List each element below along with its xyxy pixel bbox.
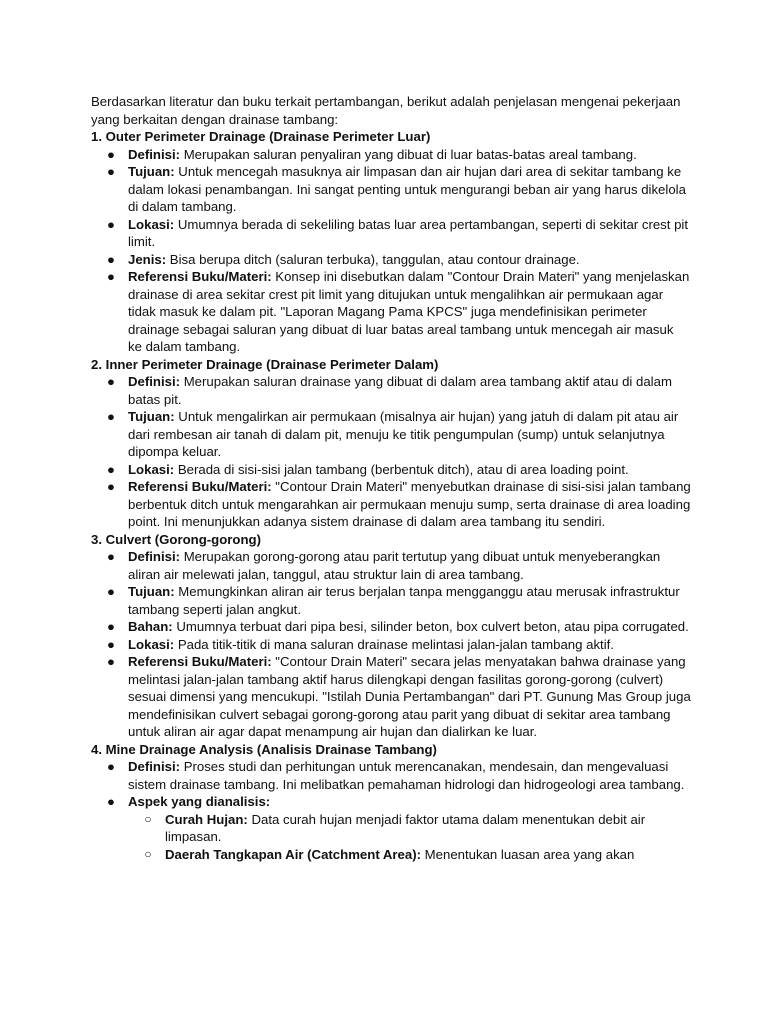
item-description: Merupakan gorong-gorong atau parit tertutup yang dibuat untuk menyeberangkan aliran air melewati jalan, tanggul, atau struktur lain di area tambang. bbox=[128, 549, 661, 582]
bullet-list bbox=[91, 548, 691, 741]
item-term: Referensi Buku/Materi: bbox=[128, 654, 272, 669]
item-term: Lokasi: bbox=[128, 636, 175, 652]
item-term: Definisi: bbox=[128, 374, 181, 389]
item-description: Umumnya terbuat dari pipa besi, silinder beton, box culvert beton, atau pipa corrugated. bbox=[172, 619, 689, 634]
list-item bbox=[91, 146, 691, 164]
bullet-icon: ● bbox=[107, 479, 115, 494]
item-term: Referensi Buku/Materi: bbox=[128, 479, 272, 494]
list-item bbox=[91, 478, 691, 531]
item-description: Berada di sisi-sisi jalan tambang (berbentuk ditch), atau di area loading point. bbox=[174, 461, 629, 477]
item-description: Memungkinkan aliran air terus berjalan tanpa mengganggu atau merusak infrastruktur tambang seperti jalan angkut. bbox=[128, 584, 680, 617]
bullet-icon: ● bbox=[107, 654, 115, 669]
bullet-list bbox=[91, 146, 691, 356]
list-item bbox=[91, 268, 691, 356]
item-description: Untuk mengalirkan air permukaan (misalnya air hujan) yang jatuh di dalam pit atau air dari rembesan air tanah di dalam pit, menuju ke titik pengumpulan (sump) untuk selanjutnya dipompa keluar. bbox=[128, 409, 679, 459]
bullet-list bbox=[91, 373, 691, 531]
item-description: Proses studi dan perhitungan untuk merencanakan, mendesain, dan mengevaluasi sistem drainase tambang. Ini melibatkan pemahaman hidrologi dan hidrogeologi area tambang. bbox=[128, 759, 685, 792]
item-description: "Contour Drain Materi" menyebutkan drainase di sisi-sisi jalan tambang berbentuk ditch untuk mengarahkan air permukaan menuju sump, serta drainase di area loading point. Ini menunjukkan adanya sistem drainase di dalam area tambang itu sendiri. bbox=[128, 479, 691, 529]
bullet-icon: ● bbox=[107, 619, 115, 634]
item-term: Lokasi: bbox=[128, 216, 175, 232]
list-item bbox=[91, 758, 691, 793]
item-term: Bahan: bbox=[128, 619, 173, 634]
list-item bbox=[91, 251, 691, 269]
hollow-bullet-icon: ○ bbox=[144, 811, 152, 826]
item-description: Merupakan saluran drainase yang dibuat di dalam area tambang aktif atau di dalam batas pit. bbox=[128, 374, 672, 407]
item-term: Lokasi: bbox=[128, 461, 175, 477]
list-item bbox=[91, 653, 691, 741]
sub-list-item bbox=[128, 846, 691, 864]
list-item bbox=[91, 793, 691, 863]
sub-item-term: Daerah Tangkapan Air (Catchment Area): bbox=[165, 846, 421, 862]
bullet-icon: ● bbox=[107, 636, 115, 652]
bullet-icon: ● bbox=[107, 269, 115, 284]
list-item bbox=[91, 461, 691, 479]
bullet-list bbox=[91, 758, 691, 863]
sub-item-description: Menentukan luasan area yang akan bbox=[421, 846, 635, 862]
list-item bbox=[91, 618, 691, 636]
section-heading: 3. Culvert (Gorong-gorong) bbox=[91, 531, 261, 547]
list-item bbox=[91, 548, 691, 583]
section-heading: 4. Mine Drainage Analysis (Analisis Drainase Tambang) bbox=[91, 741, 437, 757]
bullet-icon: ● bbox=[107, 759, 115, 774]
item-term: Definisi: bbox=[128, 759, 181, 774]
list-item bbox=[91, 373, 691, 408]
item-description: "Contour Drain Materi" secara jelas menyatakan bahwa drainase yang melintasi jalan-jalan tambang aktif harus dilengkapi dengan fasilitas gorong-gorong (culvert) sesuai dimensi yang mencukupi. "Istilah Dunia Pertambangan" dari PT. Gunung Mas Group juga mendefinisikan culvert sebagai gorong-gorong atau parit yang dibuat di sekitar area tambang untuk aliran air agar dapat menampung air hujan dan dialirkan ke luar. bbox=[128, 654, 691, 739]
item-description: Untuk mencegah masuknya air limpasan dan air hujan dari area di sekitar tambang ke dalam lokasi penambangan. Ini sangat penting untuk mengurangi beban air yang harus dikelola di dalam tambang. bbox=[128, 164, 686, 214]
sub-item-description: Data curah hujan menjadi faktor utama dalam menentukan debit air limpasan. bbox=[165, 811, 646, 844]
list-item bbox=[91, 163, 691, 216]
document-body bbox=[91, 93, 691, 863]
bullet-icon: ● bbox=[107, 164, 115, 179]
item-term: Aspek yang dianalisis: bbox=[128, 794, 271, 809]
item-term: Tujuan: bbox=[128, 409, 175, 424]
section-heading: 1. Outer Perimeter Drainage (Drainase Perimeter Luar) bbox=[91, 129, 431, 144]
bullet-icon: ● bbox=[107, 374, 115, 389]
list-item bbox=[91, 408, 691, 461]
section-heading: 2. Inner Perimeter Drainage (Drainase Perimeter Dalam) bbox=[91, 356, 439, 372]
item-term: Tujuan: bbox=[128, 584, 175, 599]
item-description: Bisa berupa ditch (saluran terbuka), tanggulan, atau contour drainage. bbox=[166, 251, 580, 267]
bullet-icon: ● bbox=[107, 251, 115, 267]
bullet-icon: ● bbox=[107, 584, 115, 599]
bullet-icon: ● bbox=[107, 461, 115, 477]
list-item bbox=[91, 216, 691, 251]
item-term: Definisi: bbox=[128, 549, 181, 564]
item-term: Referensi Buku/Materi: bbox=[128, 269, 272, 284]
item-description: Konsep ini disebutkan dalam "Contour Drain Materi" yang menjelaskan drainase di area sekitar crest pit limit yang ditujukan untuk mengalihkan air permukaan agar tidak masuk ke dalam pit. "Laporan Magang Pama KPCS" juga mendefinisikan perimeter drainage sebagai saluran yang dibuat di luar batas areal tambang untuk mencegah air masuk ke dalam tambang. bbox=[128, 269, 690, 354]
sub-bullet-list bbox=[128, 811, 691, 864]
item-term: Tujuan: bbox=[128, 164, 175, 179]
bullet-icon: ● bbox=[107, 146, 115, 162]
item-description: Umumnya berada di sekeliling batas luar area pertambangan, seperti di sekitar crest pit limit. bbox=[128, 216, 689, 249]
item-term: Jenis: bbox=[128, 251, 167, 267]
list-item bbox=[91, 583, 691, 618]
item-description: Merupakan saluran penyaliran yang dibuat di luar batas-batas areal tambang. bbox=[180, 146, 637, 162]
hollow-bullet-icon: ○ bbox=[144, 846, 152, 861]
bullet-icon: ● bbox=[107, 794, 115, 809]
sub-item-term: Curah Hujan: bbox=[165, 811, 248, 827]
intro-paragraph: Berdasarkan literatur dan buku terkait pertambangan, berikut adalah penjelasan mengenai pekerjaan yang berkaitan dengan drainase tambang: bbox=[91, 94, 681, 127]
bullet-icon: ● bbox=[107, 549, 115, 564]
item-term: Definisi: bbox=[128, 146, 181, 162]
list-item bbox=[91, 636, 691, 654]
sub-list-item bbox=[128, 811, 691, 846]
bullet-icon: ● bbox=[107, 409, 115, 424]
bullet-icon: ● bbox=[107, 216, 115, 232]
item-description: Pada titik-titik di mana saluran drainase melintasi jalan-jalan tambang aktif. bbox=[174, 636, 614, 652]
